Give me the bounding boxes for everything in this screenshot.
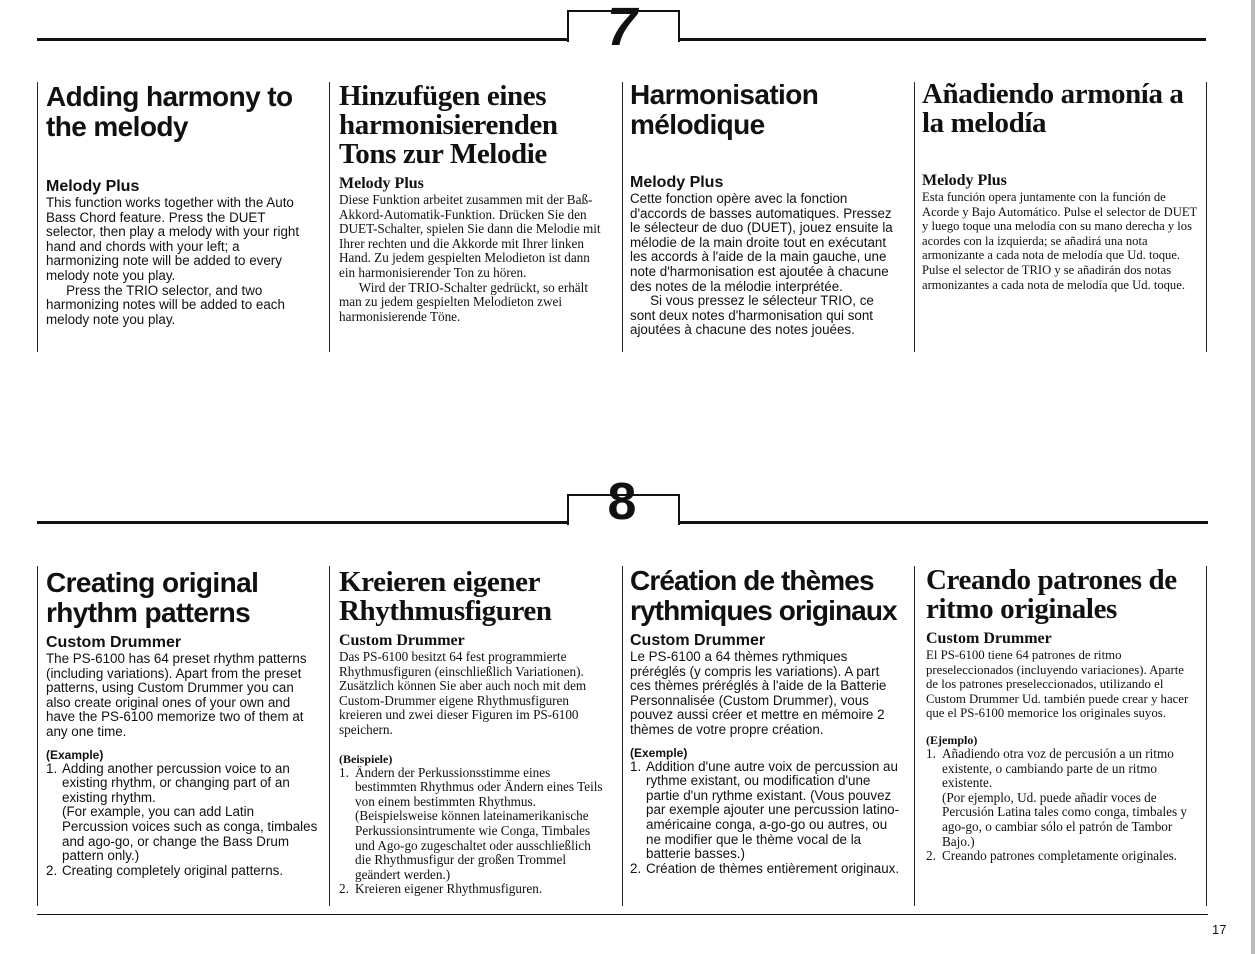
- list-text: Kreieren eigener Rhythmusfiguren.: [355, 881, 543, 897]
- example-heading: (Exemple): [630, 745, 688, 760]
- section-title: Creando patrones de ritmo originales: [926, 564, 1177, 625]
- list-text: Addition d'une autre voix de percussion au rythme existant, ou modification d'une partie d'un rythme existant. (Vous pouvez par exemple ajouter une percussion latino-américaine conga, a-go-go ou autres, ou ne modifier que le thème vocal de la batterie basses.): [646, 758, 900, 862]
- col-divider: [37, 82, 38, 352]
- list-note: (For example, you can add Latin Percussion voices such as conga, timbales and ago-go, or change the Bass Drum pattern only.): [62, 804, 318, 864]
- section-8-french: [630, 566, 900, 876]
- section-7-rule-right: [678, 38, 1206, 41]
- section-8-rule-right: [678, 521, 1208, 524]
- list-item: [339, 766, 607, 883]
- list-text: Adding another percussion voice to an existing rhythm, or changing part of an existing rhythm.: [62, 760, 290, 805]
- list-item: [630, 862, 900, 877]
- example-heading: (Example): [46, 747, 104, 762]
- section-7-french: [630, 80, 898, 338]
- section-subtitle: Custom Drummer: [339, 632, 465, 649]
- list-number: 1.: [339, 764, 349, 780]
- paragraph: Wird der TRIO-Schalter gedrückt, so erhält man zu jedem gespielten Melodieton zwei harmonisierende Töne.: [339, 279, 588, 324]
- list-item: [339, 882, 607, 897]
- list-number: 2.: [339, 881, 349, 897]
- paragraph: The PS-6100 has 64 preset rhythm patterns (including variations). Apart from the preset patterns, using Custom Drummer you can also create original ones of your own and have the PS-6100 memorize two of them at any one time.: [46, 651, 307, 739]
- example-list: [630, 760, 900, 877]
- section-title: Creating original rhythm patterns: [46, 567, 259, 628]
- paragraph: El PS-6100 tiene 64 patrones de ritmo preseleccionados (incluyendo variaciones). Aparte de los patrones preseleccionados, utilizando el Custom Drummer Ud. también puede crear y hacer que el PS-6100 memorice los originales suyos.: [926, 648, 1189, 721]
- section-title: Kreieren eigener Rhythmusfiguren: [339, 566, 552, 627]
- section-subtitle: Melody Plus: [46, 178, 140, 195]
- paragraph: Cette fonction opère avec la fonction d'accords de basses automatiques. Pressez le sélecteur de duo (DUET), jouez ensuite la mélodie de la main droite tout en exécutant les accords à l'aide de la main gauche, une note d'harmonisation est ajoutée à chacune des notes de la mélodie interprétée.: [630, 191, 893, 294]
- section-subtitle: Melody Plus: [339, 175, 424, 192]
- col-divider: [1206, 82, 1207, 352]
- list-number: 1.: [630, 758, 642, 774]
- section-8-number: 8: [607, 473, 637, 531]
- list-item: [46, 864, 318, 879]
- section-8-english: [46, 568, 318, 878]
- col-divider: [1206, 566, 1207, 906]
- section-title: Hinzufügen eines harmonisierenden Tons zur Melodie: [339, 80, 558, 170]
- list-text: Creando patrones completamente originales.: [942, 848, 1178, 864]
- list-number: 1.: [926, 745, 936, 761]
- list-number: 2.: [630, 860, 642, 876]
- paragraph: Diese Funktion arbeitet zusammen mit der Baß-Akkord-Automatik-Funktion. Drücken Sie den DUET-Schalter, spielen Sie dann die Melodie mit Ihrer rechten und die Akkorde mit Ihrer linken Hand. Zu jedem gespielten Melodieton ist dann ein harmonisierender Ton zu hören.: [339, 192, 601, 280]
- section-7-number: 7: [606, 0, 638, 57]
- list-item: [630, 760, 900, 862]
- paragraph: Das PS-6100 besitzt 64 fest programmierte Rhythmusfiguren (einschließlich Variationen). Zusätzlich können Sie aber auch noch mit dem Custom-Drummer eigene Rhythmusfiguren kreieren und zwei dieser Figuren im PS-6100 speichern.: [339, 649, 587, 737]
- paragraph: Le PS-6100 a 64 thèmes rythmiques préréglés (y compris les variations). A part ces thèmes préréglés à l'aide de la Batterie Personnalisée (Custom Drummer), vous pouvez aussi créer et mettre en mémoire 2 thèmes de votre propre création.: [630, 649, 887, 737]
- section-8-spanish: [926, 566, 1198, 864]
- section-title: Añadiendo armonía a la melodía: [922, 78, 1184, 139]
- section-8-german: [339, 568, 607, 897]
- section-subtitle: Custom Drummer: [926, 630, 1052, 647]
- example-list: [46, 762, 318, 879]
- example-heading: (Ejemplo): [926, 732, 978, 747]
- section-7-spanish: [922, 80, 1198, 292]
- list-text: Creating completely original patterns.: [62, 862, 284, 878]
- col-divider: [37, 566, 38, 906]
- section-7-rule-left: [37, 38, 567, 41]
- list-text: Création de thèmes entièrement originaux.: [646, 860, 900, 876]
- section-subtitle: Custom Drummer: [46, 634, 182, 651]
- bottom-rule: [37, 914, 1208, 915]
- col-divider: [914, 566, 915, 906]
- section-title: Harmonisation mélodique: [630, 79, 819, 140]
- list-note: (Por ejemplo, Ud. puede añadir voces de Percusión Latina tales como conga, timbales y ago-go, o cambiar sólo el patrón de Tambor Bajo.): [942, 789, 1187, 849]
- page-number: 17: [1212, 922, 1227, 937]
- list-text: Añadiendo otra voz de percusión a un ritmo existente, o cambiando parte de un ritmo existente.: [942, 745, 1174, 791]
- paragraph: This function works together with the Auto Bass Chord feature. Press the DUET selector, then play a melody with your right hand and chords with your left; a harmonizing note will be added to every melody note you play.: [46, 195, 300, 283]
- page-edge: [1251, 0, 1255, 954]
- section-subtitle: Melody Plus: [922, 172, 1007, 189]
- col-divider: [329, 566, 330, 906]
- list-item: [926, 849, 1198, 864]
- paragraph: Press the TRIO selector, and two harmonizing notes will be added to each melody note you play.: [46, 282, 285, 327]
- list-text: Ändern der Perkussionsstimme eines bestimmten Rhythmus oder Ändern eines Teils von einem bestimmten Rhythmus. (Beispielsweise können lateinamerikanische Perkussionsintrumente wie Conga, Timbales und Ago-go zugeschaltet oder ausschließlich die Rhythmusfigur der großen Trommel geändert werden.): [355, 764, 603, 882]
- col-divider: [329, 82, 330, 352]
- section-subtitle: Melody Plus: [630, 174, 724, 191]
- paragraph: Si vous pressez le sélecteur TRIO, ce sont deux notes d'harmonisation qui sont ajoutées à chacune des notes jouées.: [630, 293, 874, 338]
- section-subtitle: Custom Drummer: [630, 632, 766, 649]
- section-title: Adding harmony to the melody: [46, 81, 293, 142]
- col-divider: [914, 82, 915, 352]
- section-7-german: [339, 82, 607, 324]
- example-list: [926, 747, 1198, 864]
- list-item: [926, 747, 1198, 849]
- list-number: 2.: [46, 862, 58, 878]
- paragraph: Esta función opera juntamente con la función de Acorde y Bajo Automático. Pulse el selector de DUET y luego toque una melodía con su mano derecha y los acordes con la izquierda; se añadirá una nota armonizante a cada nota de melodía que Ud. toque. Pulse el selector de TRIO y se añadirán dos notas armonizantes a cada nota de melodía que Ud. toque.: [922, 190, 1198, 292]
- list-number: 1.: [46, 760, 58, 776]
- example-heading: (Beispiele): [339, 751, 393, 766]
- example-list: [339, 766, 607, 897]
- section-8-rule-left: [37, 521, 567, 524]
- section-title: Création de thèmes rythmiques originaux: [630, 565, 897, 626]
- list-number: 2.: [926, 848, 936, 864]
- col-divider: [622, 566, 623, 906]
- section-7-english: [46, 82, 314, 327]
- list-item: [46, 762, 318, 864]
- col-divider: [622, 82, 623, 352]
